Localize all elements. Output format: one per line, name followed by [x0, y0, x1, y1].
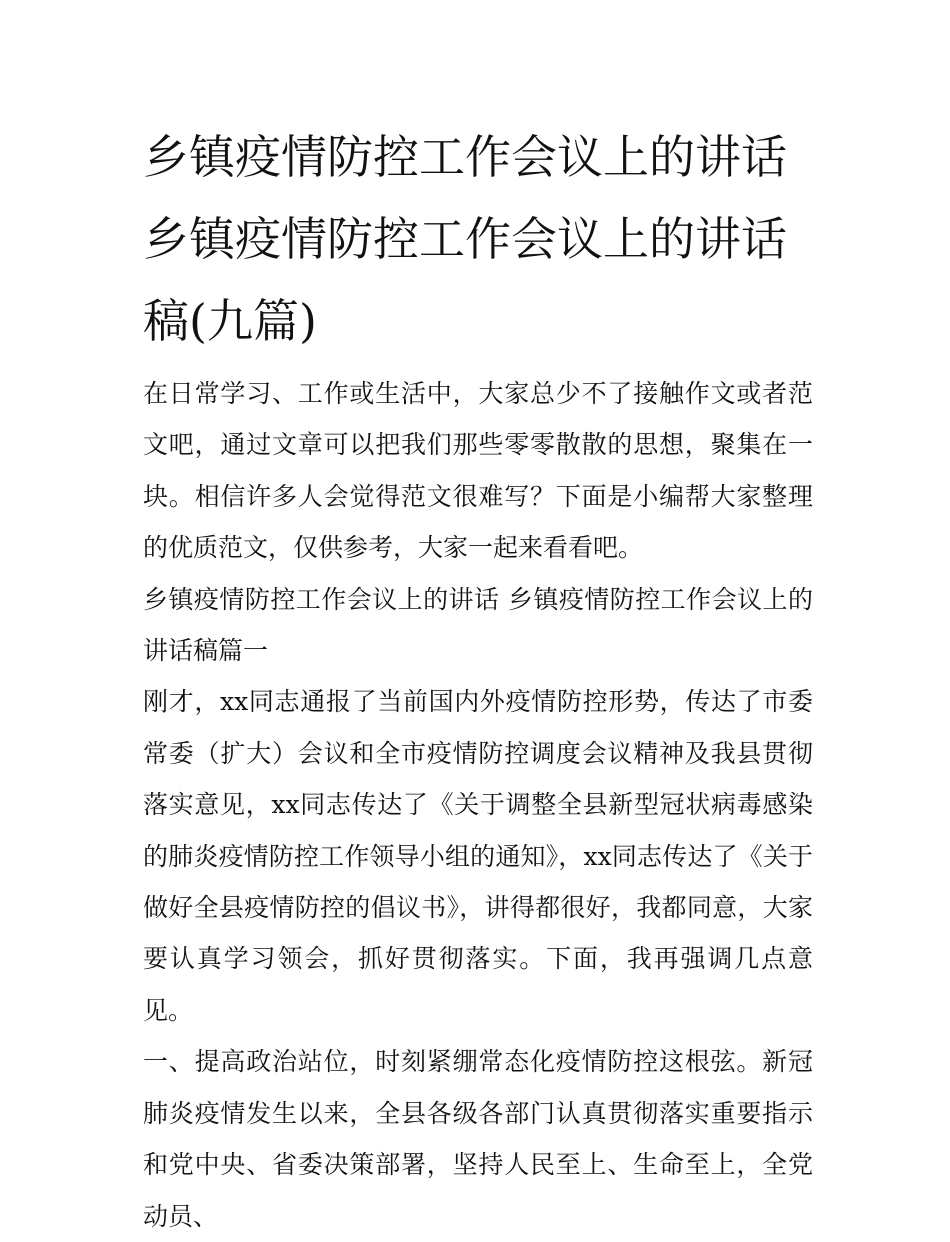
document-title: 乡镇疫情防控工作会议上的讲话 乡镇疫情防控工作会议上的讲话稿(九篇) [143, 130, 787, 348]
body-paragraph-1: 刚才，xx同志通报了当前国内外疫情防控形势，传达了市委常委（扩大）会议和全市疫情防控调度会议精神及我县贯彻落实意见，xx同志传达了《关于调整全县新型冠状病毒感染的肺炎疫情防控工作领导小组的通知》，xx同志传达了《关于做好全县疫情防控的倡议书》，讲得都很好，我都同意，大家要认真学习领会，抓好贯彻落实。下面，我再强调几点意见。 [143, 687, 813, 1025]
section-heading: 乡镇疫情防控工作会议上的讲话 乡镇疫情防控工作会议上的讲话稿篇一 [143, 584, 813, 666]
document-body [143, 116, 813, 1242]
body-paragraph-2: 一、提高政治站位，时刻紧绷常态化疫情防控这根弦。新冠肺炎疫情发生以来，全县各级各部门认真贯彻落实重要指示和党中央、省委决策部署，坚持人民至上、生命至上，全党动员、 [143, 1047, 813, 1231]
intro-paragraph: 在日常学习、工作或生活中，大家总少不了接触作文或者范文吧，通过文章可以把我们那些零零散散的思想，聚集在一块。相信许多人会觉得范文很难写？下面是小编帮大家整理的优质范文，仅供参考，大家一起来看看吧。 [143, 379, 813, 563]
